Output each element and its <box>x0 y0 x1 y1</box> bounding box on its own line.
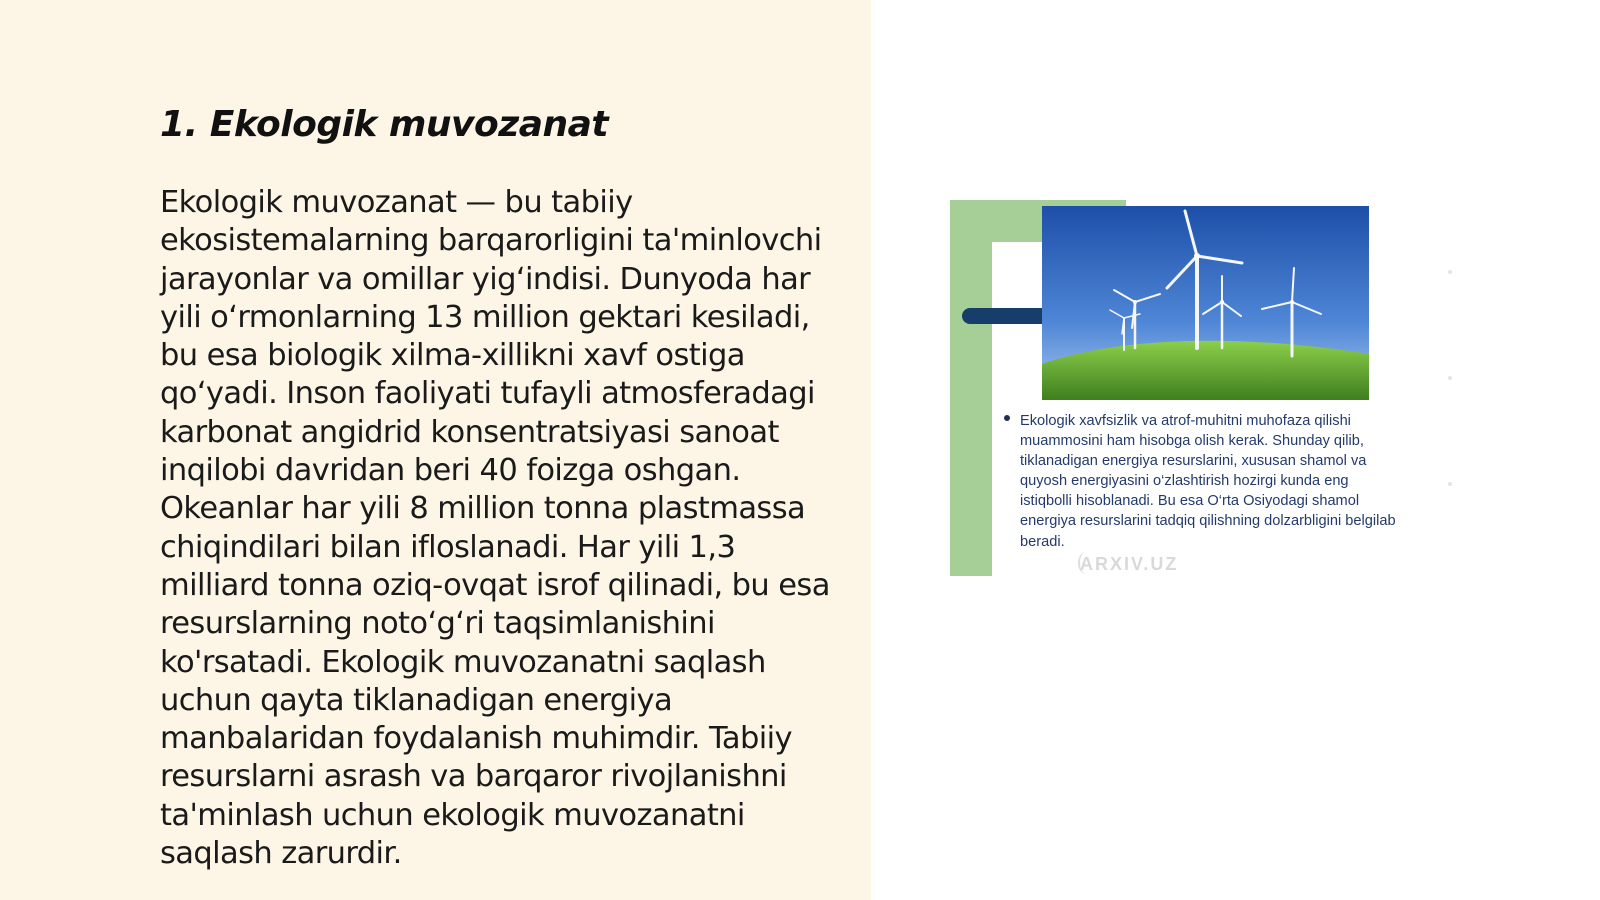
slide-bullet-text: Ekologik xavfsizlik va atrof-muhitni muhofaza qilishi muammosini ham hisobga olish kerak. Shunday qilib, tiklanadigan energiya resurslarini, xususan shamol va quyosh energiyasini o‘zlashtirish hozirgi kunda eng istiqbolli hisoblanadi. Bu esa O‘rta Osiyodagi shamol energiya resurslarini tadqiq qilishning dolzarbligini belgilab beradi. <box>1020 413 1396 550</box>
watermark: ARXIV.UZ <box>1080 554 1179 574</box>
body-paragraph: Ekologik muvozanat — bu tabiiy ekosistemalarning barqarorligini ta'minlovchi jarayonlar va omillar yig‘indisi. Dunyoda har yili o‘rmonlarning 13 million gektari kesiladi, bu esa biologik xilma-xillikni xavf ostiga qo‘yadi. Inson faoliyati tufayli atmosferadagi karbonat angidrid konsentratsiyasi sanoat inqilobi davridan beri 40 foizga oshgan. Okeanlar har yili 8 million tonna plastmassa chiqindilari bilan ifloslanadi. Har yili 1,3 milliard tonna oziq-ovqat isrof qilinadi, bu esa resurslarning noto‘g‘ri taqsimlanishini ko'rsatadi. Ekologik muvozanatni saqlash uchun qayta tiklanadigan energiya manbalaridan foydalanish muhimdir. Tabiiy resurslarni asrash va barqaror rivojlanishni ta'minlash uchun ekologik muvozanatni saqlash zarurdir. <box>160 185 830 872</box>
wind-turbines-photo <box>1042 206 1369 400</box>
edge-mark <box>1448 270 1452 274</box>
bullet-icon <box>1004 415 1010 421</box>
edge-mark <box>1448 376 1452 380</box>
section-title: 1. Ekologik muvozanat <box>160 104 609 145</box>
green-accent-bar <box>950 200 992 576</box>
slide-thumbnail <box>950 200 1450 576</box>
navy-accent-pill <box>962 308 1054 324</box>
edge-mark <box>1448 482 1452 486</box>
